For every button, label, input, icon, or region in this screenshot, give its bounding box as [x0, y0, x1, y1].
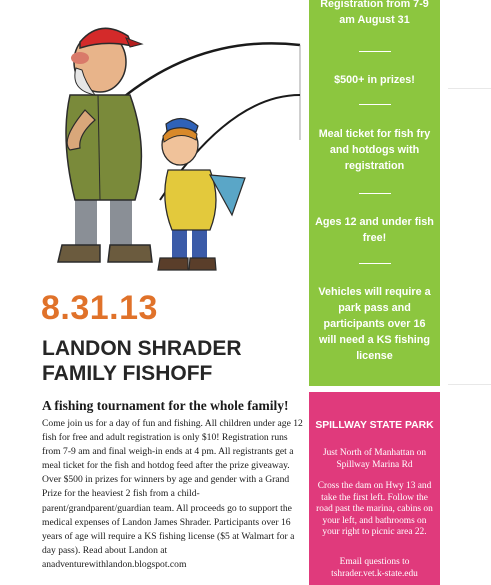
- divider: [359, 104, 391, 105]
- highlight-prizes: $500+ in prizes!: [334, 74, 415, 86]
- location-subtitle: Just North of Manhattan on Spillway Marina Rd: [322, 448, 427, 470]
- location-contact: Email questions to tshrader.vet.k-state.edu: [331, 557, 418, 579]
- highlight-registration: Registration from 7-9 am August 31: [320, 0, 429, 26]
- edge-rule: [448, 88, 491, 89]
- divider: [359, 263, 391, 264]
- event-description: Come join us for a day of fun and fishing. All children under age 12 fish for free and adult registration is only $10! Registration runs from 7-9 am and final weigh-in ends at 4 pm. All registrants get a meal ticket for the fish and hotdog feed after the prize giveaway. Over $500 in prizes for winners by age and gender with a Grand Prize for the heaviest 2 fish from a child-parent/grandparent/guardian team. All proceeds go to support the medical expenses of Landon James Shrader. Participants over 16 years of age will require a KS fishing license ($5 at Walmart for a day pass). Read about Landon at anadventurewithlandon.blogspot.com: [42, 418, 303, 570]
- location-panel: [309, 392, 440, 585]
- event-title-line-2: FAMILY FISHOFF: [42, 362, 213, 385]
- divider: [359, 193, 391, 194]
- tagline: A fishing tournament for the whole family!: [42, 398, 289, 413]
- location-title: SPILLWAY STATE PARK: [315, 420, 434, 431]
- event-title: [42, 336, 312, 386]
- highlight-meal: Meal ticket for fish fry and hotdogs with registration: [318, 128, 431, 172]
- edge-rule: [448, 384, 491, 385]
- event-date: 8.31.13: [41, 289, 158, 327]
- highlight-kids: Ages 12 and under fish free!: [315, 216, 434, 244]
- location-directions: Cross the dam on Hwy 13 and take the first left. Follow the road past the marina, cabins on your left, and bathrooms on your right to picnic area 22.: [316, 481, 433, 537]
- divider: [359, 51, 391, 52]
- highlights-panel: [309, 0, 440, 386]
- event-title-line-1: LANDON SHRADER: [42, 337, 242, 360]
- fishing-illustration: [0, 0, 305, 285]
- highlight-license: Vehicles will require a park pass and participants over 16 will need a KS fishing license: [318, 286, 431, 362]
